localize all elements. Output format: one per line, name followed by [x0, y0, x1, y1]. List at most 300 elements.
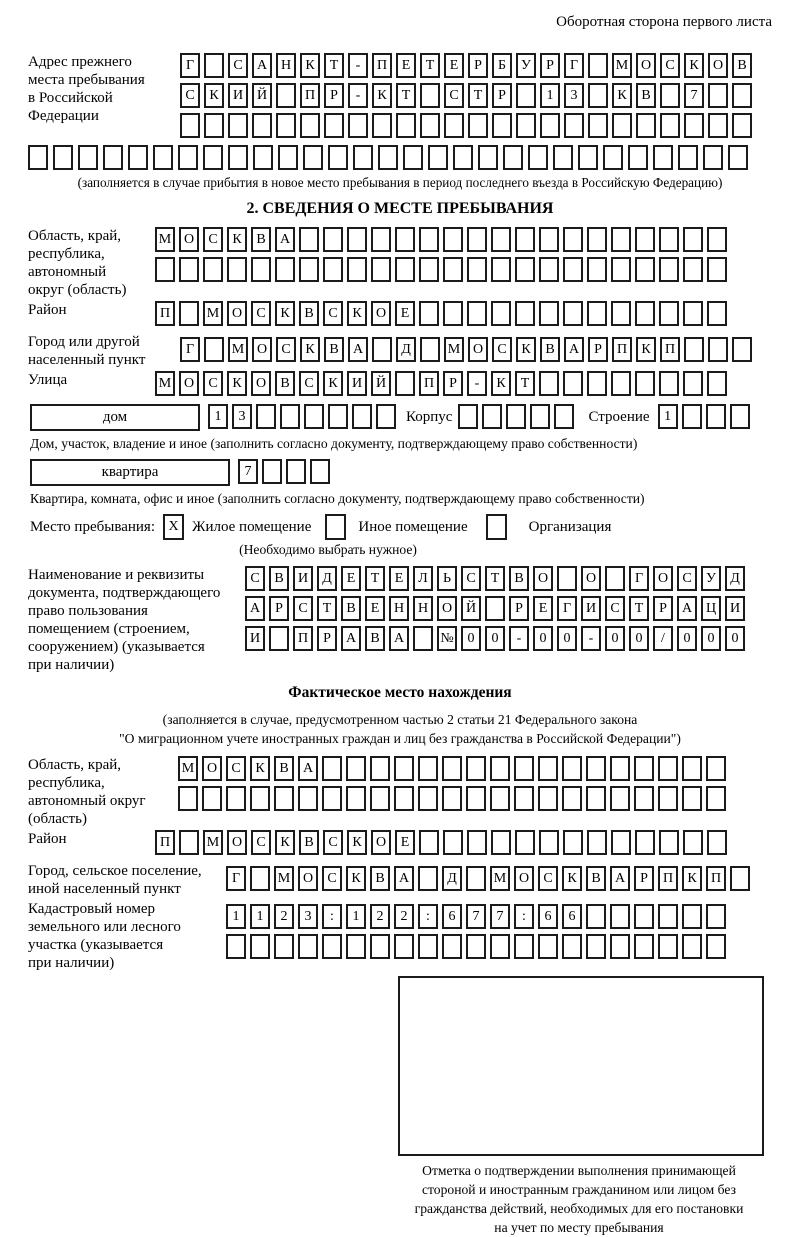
char-cell[interactable] — [394, 786, 414, 811]
char-cell[interactable]: Р — [653, 596, 673, 621]
char-cell[interactable] — [586, 756, 606, 781]
char-cell[interactable] — [538, 756, 558, 781]
char-cell[interactable] — [587, 830, 607, 855]
char-cell[interactable]: Ь — [437, 566, 457, 591]
char-cell[interactable]: А — [564, 337, 584, 362]
char-cell[interactable] — [610, 786, 630, 811]
char-cell[interactable]: 2 — [274, 904, 294, 929]
char-cell[interactable]: Т — [420, 53, 440, 78]
char-cell[interactable] — [708, 113, 728, 138]
char-cell[interactable]: В — [370, 866, 390, 891]
char-cell[interactable]: 7 — [684, 83, 704, 108]
char-cell[interactable] — [587, 227, 607, 252]
char-cell[interactable] — [683, 371, 703, 396]
char-cell[interactable] — [515, 301, 535, 326]
stay-type-checkbox-organization[interactable] — [486, 514, 507, 540]
char-cell[interactable]: А — [252, 53, 272, 78]
char-cell[interactable]: С — [323, 301, 343, 326]
char-cell[interactable]: В — [324, 337, 344, 362]
char-cell[interactable]: В — [275, 371, 295, 396]
char-cell[interactable]: В — [341, 596, 361, 621]
char-cell[interactable]: О — [227, 301, 247, 326]
char-cell[interactable] — [396, 113, 416, 138]
char-cell[interactable]: А — [245, 596, 265, 621]
char-cell[interactable] — [251, 257, 271, 282]
char-cell[interactable] — [278, 145, 298, 170]
char-cell[interactable]: О — [533, 566, 553, 591]
char-cell[interactable]: 0 — [701, 626, 721, 651]
char-cell[interactable] — [707, 227, 727, 252]
char-cell[interactable] — [515, 830, 535, 855]
char-cell[interactable] — [563, 301, 583, 326]
char-cell[interactable] — [418, 866, 438, 891]
char-cell[interactable] — [419, 227, 439, 252]
char-cell[interactable] — [155, 257, 175, 282]
char-cell[interactable] — [554, 404, 574, 429]
char-cell[interactable] — [528, 145, 548, 170]
char-cell[interactable] — [444, 113, 464, 138]
char-cell[interactable] — [428, 145, 448, 170]
char-cell[interactable]: В — [299, 830, 319, 855]
char-cell[interactable]: У — [701, 566, 721, 591]
char-cell[interactable]: И — [228, 83, 248, 108]
char-cell[interactable] — [298, 934, 318, 959]
char-cell[interactable]: М — [490, 866, 510, 891]
char-cell[interactable]: К — [275, 830, 295, 855]
char-cell[interactable]: 3 — [564, 83, 584, 108]
char-cell[interactable] — [612, 113, 632, 138]
char-cell[interactable]: П — [419, 371, 439, 396]
char-cell[interactable] — [514, 934, 534, 959]
char-cell[interactable] — [683, 257, 703, 282]
char-cell[interactable] — [478, 145, 498, 170]
char-cell[interactable]: Д — [442, 866, 462, 891]
char-cell[interactable]: О — [227, 830, 247, 855]
char-cell[interactable] — [372, 337, 392, 362]
char-cell[interactable] — [370, 756, 390, 781]
char-cell[interactable]: - — [467, 371, 487, 396]
char-cell[interactable] — [659, 371, 679, 396]
char-cell[interactable] — [658, 756, 678, 781]
char-cell[interactable]: П — [372, 53, 392, 78]
char-cell[interactable] — [418, 934, 438, 959]
char-cell[interactable] — [442, 756, 462, 781]
char-cell[interactable] — [660, 83, 680, 108]
char-cell[interactable]: О — [202, 756, 222, 781]
char-cell[interactable] — [703, 145, 723, 170]
char-cell[interactable] — [706, 934, 726, 959]
char-cell[interactable] — [420, 83, 440, 108]
char-cell[interactable] — [228, 113, 248, 138]
char-cell[interactable] — [467, 830, 487, 855]
char-cell[interactable]: Т — [324, 53, 344, 78]
char-cell[interactable] — [418, 786, 438, 811]
char-cell[interactable]: Р — [509, 596, 529, 621]
char-cell[interactable] — [490, 756, 510, 781]
char-cell[interactable] — [322, 934, 342, 959]
char-cell[interactable] — [578, 145, 598, 170]
char-cell[interactable] — [707, 257, 727, 282]
char-cell[interactable] — [256, 404, 276, 429]
char-cell[interactable] — [310, 459, 330, 484]
char-cell[interactable]: Г — [564, 53, 584, 78]
char-cell[interactable] — [732, 83, 752, 108]
char-cell[interactable] — [603, 145, 623, 170]
char-cell[interactable]: И — [725, 596, 745, 621]
char-cell[interactable] — [467, 257, 487, 282]
char-cell[interactable]: П — [706, 866, 726, 891]
char-cell[interactable]: П — [658, 866, 678, 891]
char-cell[interactable]: Р — [540, 53, 560, 78]
char-cell[interactable] — [553, 145, 573, 170]
char-cell[interactable] — [563, 371, 583, 396]
char-cell[interactable] — [370, 934, 390, 959]
char-cell[interactable] — [563, 257, 583, 282]
char-cell[interactable] — [299, 227, 319, 252]
char-cell[interactable] — [728, 145, 748, 170]
char-cell[interactable]: Г — [226, 866, 246, 891]
char-cell[interactable] — [491, 301, 511, 326]
char-cell[interactable] — [506, 404, 526, 429]
char-cell[interactable] — [274, 786, 294, 811]
char-cell[interactable]: К — [636, 337, 656, 362]
char-cell[interactable]: - — [348, 83, 368, 108]
char-cell[interactable]: К — [204, 83, 224, 108]
char-cell[interactable]: П — [612, 337, 632, 362]
char-cell[interactable]: 3 — [298, 904, 318, 929]
char-cell[interactable]: Е — [395, 830, 415, 855]
char-cell[interactable]: К — [227, 371, 247, 396]
char-cell[interactable] — [539, 301, 559, 326]
char-cell[interactable] — [419, 830, 439, 855]
char-cell[interactable] — [262, 459, 282, 484]
char-cell[interactable]: 0 — [461, 626, 481, 651]
char-cell[interactable]: А — [275, 227, 295, 252]
char-cell[interactable]: О — [468, 337, 488, 362]
char-cell[interactable]: О — [298, 866, 318, 891]
char-cell[interactable] — [605, 566, 625, 591]
char-cell[interactable] — [303, 145, 323, 170]
char-cell[interactable] — [636, 113, 656, 138]
stay-type-checkbox-residential[interactable]: X — [163, 514, 184, 540]
char-cell[interactable] — [419, 257, 439, 282]
char-cell[interactable] — [611, 830, 631, 855]
char-cell[interactable] — [275, 257, 295, 282]
char-cell[interactable]: : — [514, 904, 534, 929]
char-cell[interactable]: 0 — [677, 626, 697, 651]
char-cell[interactable]: М — [612, 53, 632, 78]
char-cell[interactable] — [730, 404, 750, 429]
char-cell[interactable] — [328, 145, 348, 170]
char-cell[interactable]: А — [341, 626, 361, 651]
char-cell[interactable]: С — [660, 53, 680, 78]
char-cell[interactable] — [564, 113, 584, 138]
char-cell[interactable]: 0 — [485, 626, 505, 651]
char-cell[interactable] — [226, 786, 246, 811]
char-cell[interactable] — [378, 145, 398, 170]
char-cell[interactable] — [253, 145, 273, 170]
char-cell[interactable] — [635, 257, 655, 282]
char-cell[interactable]: О — [581, 566, 601, 591]
char-cell[interactable]: М — [155, 227, 175, 252]
char-cell[interactable] — [659, 830, 679, 855]
char-cell[interactable]: - — [581, 626, 601, 651]
char-cell[interactable] — [323, 227, 343, 252]
char-cell[interactable] — [443, 257, 463, 282]
char-cell[interactable] — [610, 756, 630, 781]
char-cell[interactable]: К — [346, 866, 366, 891]
char-cell[interactable]: О — [708, 53, 728, 78]
char-cell[interactable] — [276, 83, 296, 108]
char-cell[interactable] — [103, 145, 123, 170]
char-cell[interactable]: / — [653, 626, 673, 651]
char-cell[interactable]: П — [155, 301, 175, 326]
char-cell[interactable]: 0 — [605, 626, 625, 651]
char-cell[interactable]: Р — [443, 371, 463, 396]
char-cell[interactable] — [485, 596, 505, 621]
char-cell[interactable] — [347, 257, 367, 282]
char-cell[interactable]: 0 — [557, 626, 577, 651]
char-cell[interactable] — [322, 756, 342, 781]
char-cell[interactable]: М — [203, 301, 223, 326]
char-cell[interactable] — [706, 756, 726, 781]
char-cell[interactable] — [635, 301, 655, 326]
char-cell[interactable] — [328, 404, 348, 429]
char-cell[interactable] — [635, 227, 655, 252]
char-cell[interactable]: К — [227, 227, 247, 252]
char-cell[interactable] — [304, 404, 324, 429]
char-cell[interactable]: Д — [396, 337, 416, 362]
char-cell[interactable] — [370, 786, 390, 811]
char-cell[interactable]: О — [252, 337, 272, 362]
char-cell[interactable]: В — [365, 626, 385, 651]
char-cell[interactable] — [376, 404, 396, 429]
char-cell[interactable]: Т — [515, 371, 535, 396]
char-cell[interactable]: 1 — [540, 83, 560, 108]
char-cell[interactable] — [443, 830, 463, 855]
char-cell[interactable]: К — [250, 756, 270, 781]
char-cell[interactable]: Е — [444, 53, 464, 78]
char-cell[interactable] — [324, 113, 344, 138]
char-cell[interactable]: С — [492, 337, 512, 362]
char-cell[interactable]: О — [371, 301, 391, 326]
char-cell[interactable] — [708, 83, 728, 108]
char-cell[interactable] — [732, 113, 752, 138]
char-cell[interactable]: К — [612, 83, 632, 108]
char-cell[interactable]: В — [636, 83, 656, 108]
char-cell[interactable]: О — [371, 830, 391, 855]
char-cell[interactable]: 6 — [442, 904, 462, 929]
char-cell[interactable] — [346, 934, 366, 959]
char-cell[interactable] — [372, 113, 392, 138]
char-cell[interactable] — [683, 227, 703, 252]
char-cell[interactable] — [467, 301, 487, 326]
char-cell[interactable] — [323, 257, 343, 282]
char-cell[interactable] — [352, 404, 372, 429]
char-cell[interactable]: С — [461, 566, 481, 591]
char-cell[interactable] — [179, 301, 199, 326]
char-cell[interactable] — [634, 786, 654, 811]
char-cell[interactable] — [418, 756, 438, 781]
char-cell[interactable] — [684, 113, 704, 138]
char-cell[interactable] — [420, 113, 440, 138]
char-cell[interactable]: А — [298, 756, 318, 781]
char-cell[interactable] — [419, 301, 439, 326]
house-type-box[interactable]: дом — [30, 404, 200, 431]
char-cell[interactable]: 7 — [466, 904, 486, 929]
char-cell[interactable]: Р — [492, 83, 512, 108]
char-cell[interactable]: Й — [252, 83, 272, 108]
char-cell[interactable] — [610, 904, 630, 929]
char-cell[interactable] — [634, 934, 654, 959]
char-cell[interactable] — [516, 83, 536, 108]
char-cell[interactable] — [682, 934, 702, 959]
char-cell[interactable]: 1 — [208, 404, 228, 429]
char-cell[interactable]: Р — [468, 53, 488, 78]
char-cell[interactable]: М — [228, 337, 248, 362]
char-cell[interactable] — [286, 459, 306, 484]
char-cell[interactable] — [395, 227, 415, 252]
char-cell[interactable]: Р — [317, 626, 337, 651]
char-cell[interactable] — [394, 756, 414, 781]
char-cell[interactable]: Ц — [701, 596, 721, 621]
char-cell[interactable] — [204, 53, 224, 78]
char-cell[interactable] — [628, 145, 648, 170]
char-cell[interactable] — [684, 337, 704, 362]
char-cell[interactable]: Р — [588, 337, 608, 362]
char-cell[interactable] — [298, 786, 318, 811]
apartment-type-box[interactable]: квартира — [30, 459, 230, 486]
char-cell[interactable] — [299, 257, 319, 282]
char-cell[interactable] — [178, 145, 198, 170]
char-cell[interactable] — [539, 371, 559, 396]
char-cell[interactable]: - — [348, 53, 368, 78]
char-cell[interactable] — [538, 786, 558, 811]
char-cell[interactable]: Т — [629, 596, 649, 621]
char-cell[interactable] — [611, 227, 631, 252]
char-cell[interactable] — [322, 786, 342, 811]
char-cell[interactable]: А — [394, 866, 414, 891]
char-cell[interactable]: П — [293, 626, 313, 651]
char-cell[interactable] — [203, 145, 223, 170]
char-cell[interactable] — [466, 866, 486, 891]
char-cell[interactable] — [128, 145, 148, 170]
char-cell[interactable] — [250, 866, 270, 891]
char-cell[interactable] — [563, 830, 583, 855]
char-cell[interactable] — [634, 756, 654, 781]
char-cell[interactable] — [250, 786, 270, 811]
char-cell[interactable]: К — [300, 337, 320, 362]
char-cell[interactable]: В — [586, 866, 606, 891]
char-cell[interactable] — [634, 904, 654, 929]
char-cell[interactable]: О — [636, 53, 656, 78]
char-cell[interactable] — [635, 371, 655, 396]
char-cell[interactable]: Е — [341, 566, 361, 591]
char-cell[interactable]: О — [251, 371, 271, 396]
char-cell[interactable]: С — [180, 83, 200, 108]
char-cell[interactable] — [179, 830, 199, 855]
char-cell[interactable] — [707, 301, 727, 326]
char-cell[interactable] — [420, 337, 440, 362]
char-cell[interactable]: И — [245, 626, 265, 651]
char-cell[interactable] — [394, 934, 414, 959]
char-cell[interactable] — [658, 786, 678, 811]
char-cell[interactable]: Т — [468, 83, 488, 108]
char-cell[interactable]: О — [179, 371, 199, 396]
char-cell[interactable] — [586, 934, 606, 959]
char-cell[interactable]: О — [437, 596, 457, 621]
char-cell[interactable]: П — [660, 337, 680, 362]
char-cell[interactable] — [515, 227, 535, 252]
char-cell[interactable] — [587, 301, 607, 326]
char-cell[interactable]: М — [178, 756, 198, 781]
char-cell[interactable] — [491, 830, 511, 855]
char-cell[interactable] — [276, 113, 296, 138]
char-cell[interactable] — [611, 301, 631, 326]
char-cell[interactable] — [492, 113, 512, 138]
char-cell[interactable] — [202, 786, 222, 811]
char-cell[interactable]: В — [251, 227, 271, 252]
char-cell[interactable]: И — [293, 566, 313, 591]
char-cell[interactable] — [653, 145, 673, 170]
char-cell[interactable]: И — [347, 371, 367, 396]
char-cell[interactable] — [274, 934, 294, 959]
char-cell[interactable]: Д — [725, 566, 745, 591]
char-cell[interactable] — [442, 786, 462, 811]
char-cell[interactable]: Г — [557, 596, 577, 621]
char-cell[interactable] — [708, 337, 728, 362]
char-cell[interactable] — [227, 257, 247, 282]
char-cell[interactable] — [682, 756, 702, 781]
char-cell[interactable]: С — [299, 371, 319, 396]
char-cell[interactable]: С — [228, 53, 248, 78]
char-cell[interactable] — [706, 786, 726, 811]
char-cell[interactable]: Т — [317, 596, 337, 621]
char-cell[interactable] — [587, 371, 607, 396]
char-cell[interactable]: Г — [180, 53, 200, 78]
char-cell[interactable] — [611, 371, 631, 396]
char-cell[interactable]: Д — [317, 566, 337, 591]
char-cell[interactable]: И — [581, 596, 601, 621]
char-cell[interactable]: К — [684, 53, 704, 78]
char-cell[interactable] — [490, 934, 510, 959]
char-cell[interactable] — [538, 934, 558, 959]
char-cell[interactable]: 1 — [250, 904, 270, 929]
char-cell[interactable] — [482, 404, 502, 429]
char-cell[interactable]: Й — [461, 596, 481, 621]
char-cell[interactable] — [660, 113, 680, 138]
char-cell[interactable] — [562, 786, 582, 811]
char-cell[interactable]: У — [516, 53, 536, 78]
char-cell[interactable] — [588, 83, 608, 108]
char-cell[interactable]: С — [538, 866, 558, 891]
char-cell[interactable]: 1 — [658, 404, 678, 429]
char-cell[interactable] — [682, 404, 702, 429]
char-cell[interactable] — [371, 227, 391, 252]
char-cell[interactable]: 3 — [232, 404, 252, 429]
char-cell[interactable] — [78, 145, 98, 170]
char-cell[interactable]: : — [418, 904, 438, 929]
char-cell[interactable] — [53, 145, 73, 170]
char-cell[interactable] — [458, 404, 478, 429]
char-cell[interactable]: 6 — [562, 904, 582, 929]
char-cell[interactable] — [516, 113, 536, 138]
char-cell[interactable]: № — [437, 626, 457, 651]
char-cell[interactable]: С — [251, 830, 271, 855]
char-cell[interactable]: К — [347, 830, 367, 855]
char-cell[interactable]: - — [509, 626, 529, 651]
char-cell[interactable] — [466, 756, 486, 781]
